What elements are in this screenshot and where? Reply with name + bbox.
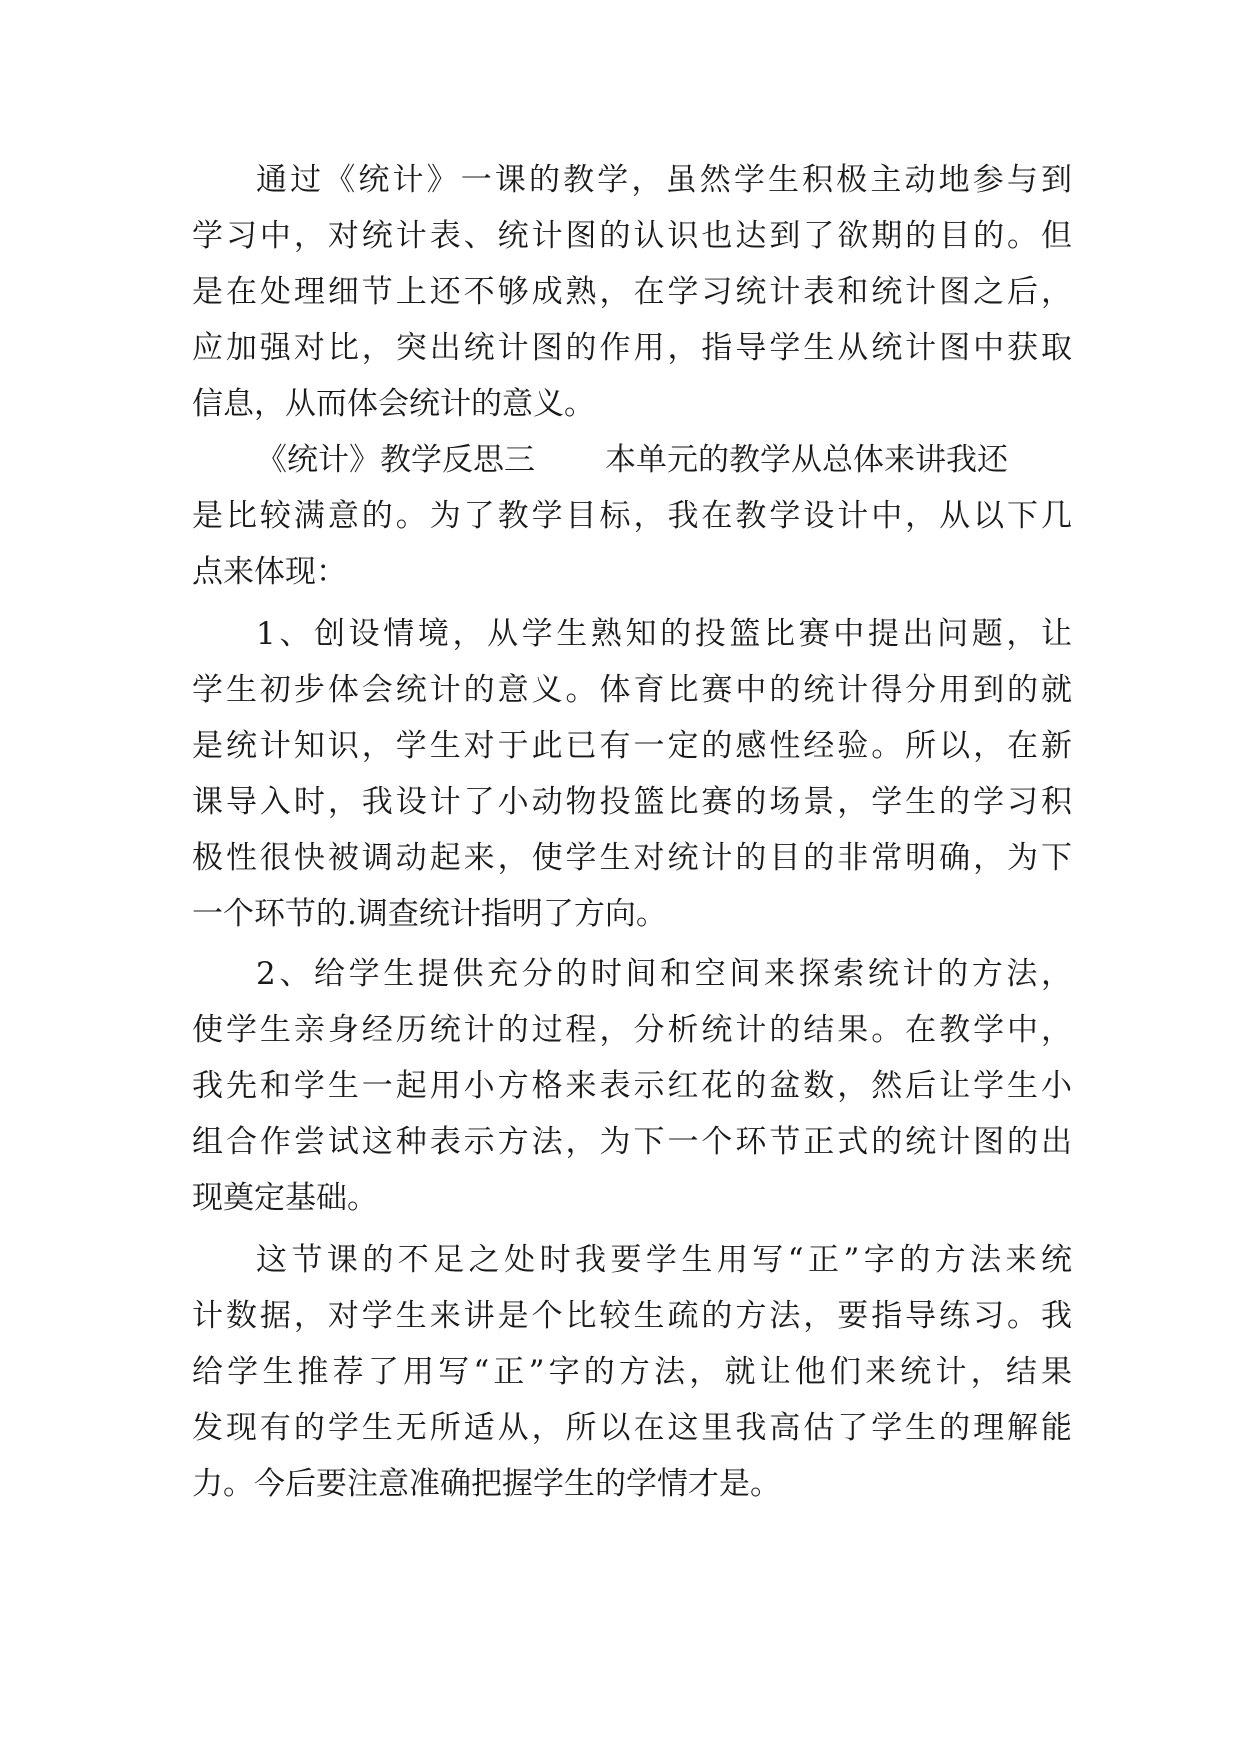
text-line: 学生初步体会统计的意义。体育比赛中的统计得分用到的就 — [192, 672, 1072, 708]
text-line: 2、给学生提供充分的时间和空间来探索统计的方法， — [256, 956, 1072, 992]
text-line: 极性很快被调动起来，使学生对统计的目的非常明确，为下 — [192, 840, 1072, 876]
text-line: 我先和学生一起用小方格来表示红花的盆数，然后让学生小 — [192, 1068, 1072, 1104]
text-line: 计数据，对学生来讲是个比较生疏的方法，要指导练习。我 — [192, 1298, 1072, 1334]
text-line: 是比较满意的。为了教学目标，我在教学设计中，从以下几 — [192, 498, 1072, 534]
text-line: 通过《统计》一课的教学，虽然学生积极主动地参与到 — [256, 162, 1072, 198]
text-line: 是在处理细节上还不够成熟，在学习统计表和统计图之后， — [192, 274, 1072, 310]
text-line: 组合作尝试这种表示方法，为下一个环节正式的统计图的出 — [192, 1124, 1072, 1160]
text-line: 使学生亲身经历统计的过程，分析统计的结果。在教学中， — [192, 1012, 1072, 1048]
text-line: 现奠定基础。 — [192, 1180, 378, 1216]
text-line: 课导入时，我设计了小动物投篮比赛的场景，学生的学习积 — [192, 784, 1072, 820]
text-line: 一个环节的.调查统计指明了方向。 — [192, 896, 667, 932]
text-line: 学习中，对统计表、统计图的认识也达到了欲期的目的。但 — [192, 218, 1072, 254]
text-line: 信息，从而体会统计的意义。 — [192, 386, 595, 422]
text-line: 这节课的不足之处时我要学生用写“正”字的方法来统 — [256, 1242, 1072, 1278]
text-line: 1、创设情境，从学生熟知的投篮比赛中提出问题，让 — [256, 616, 1072, 652]
text-line: 是统计知识，学生对于此已有一定的感性经验。所以，在新 — [192, 728, 1072, 764]
text-line: 点来体现： — [192, 554, 347, 590]
text-line: 发现有的学生无所适从，所以在这里我高估了学生的理解能 — [192, 1410, 1072, 1446]
text-line: 给学生推荐了用写“正”字的方法，就让他们来统计，结果 — [192, 1354, 1072, 1390]
text-line — [256, 432, 1136, 488]
text-line: 力。今后要注意准确把握学生的学情才是。 — [192, 1466, 781, 1502]
text-line: 应加强对比，突出统计图的作用，指导学生从统计图中获取 — [192, 330, 1072, 366]
section-heading: 《统计》教学反思三 — [256, 442, 535, 478]
text-line-continuation: 本单元的教学从总体来讲我还 — [605, 442, 1008, 478]
